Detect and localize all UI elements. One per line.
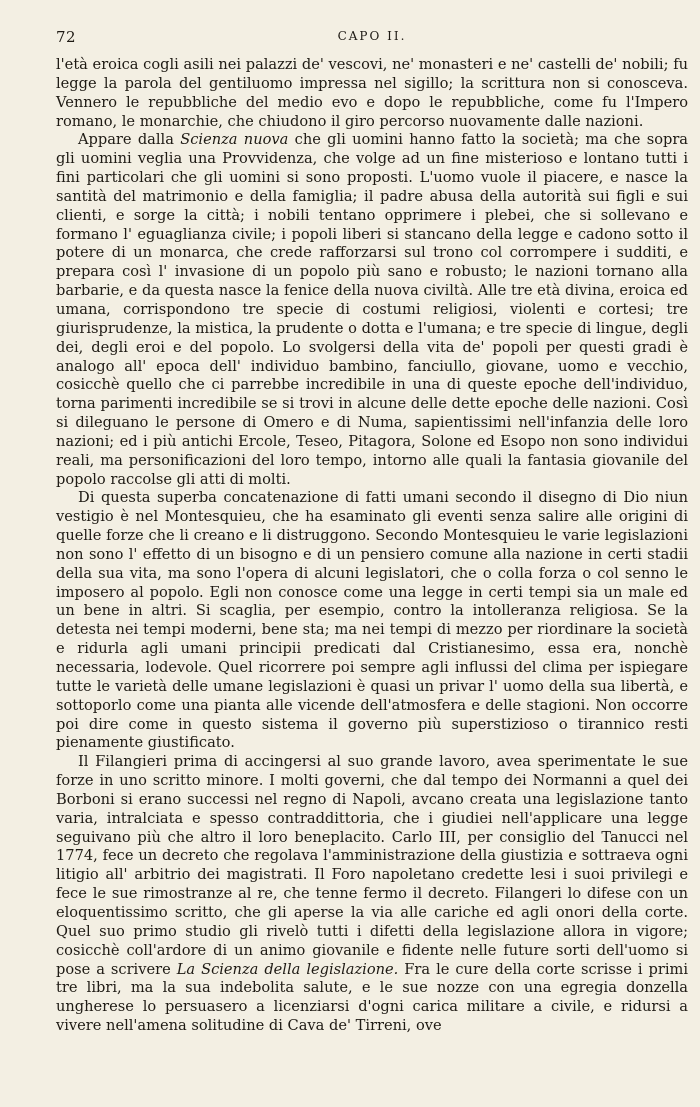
paragraph-text: Appare dalla [78,131,181,149]
italic-title: La Scienza della legislazione. [176,960,399,978]
running-title: CAPO II. [337,29,407,43]
italic-title: Scienza nuova [180,131,289,149]
paragraph-text: Fra le cure della corte scrisse i primi tre libri, ma la sua indebolita salute, e le sue nozze con una egregia donzella ungherese lo persuasero a licenziarsi d'ogni carica militare a civile, e ridursi a vivere nell'amena solitudine di Cava de' Tirreni, ove [56,960,688,1035]
book-page [56,28,688,1036]
paragraph [56,489,688,753]
paragraph [56,131,688,489]
page-number: 72 [56,28,77,46]
paragraph-text: Di questa superba concatenazione di fatti umani secondo il disegno di Dio niun vestigio è nel Montesquieu, che ha esaminato gli eventi senza salire alle origini di quelle forze che li creano e li distruggono. Secondo Montesquieu le varie legislazioni non sono l' effetto di un bisogno e di un pensiero comune alla nazione in certi stadii della sua vita, ma sono l'opera di alcuni legislatori, che o colla forza o col senno le imposero al popolo. Egli non conosce come una legge in certi tempi sia un male ed un bene in altri. Si scaglia, per esempio, contro la intolleranza religiosa. Se la detesta nei tempi moderni, bene sta; ma nei tempi di mezzo per riordinare la società e ridurla agli umani principii predicati dal Cristianesimo, essa era, nonchè necessaria, lodevole. Quel ricorrere poi sempre agli influssi del clima per ispiegare tutte le varietà delle umane legislazioni è quasi un privar l' uomo della sua libertà, e sottoporlo come una pianta alle vicende dell'atmosfera e delle stagioni. Non occorre poi dire come in questo sistema il governo più superstizioso o tirannico resti pienamente giustificato. [56,489,688,752]
paragraph [56,753,688,1036]
paragraph [56,56,688,131]
page-header [56,28,688,56]
paragraph-text: che gli uomini hanno fatto la società; ma che sopra gli uomini veglia una Provvidenza, che volge ad un fine misterioso e lontano tutti i fini particolari che gli uomini si sono proposti. L'uomo vuole il piacere, e nasce la santità del matrimonio e della famiglia; il padre abusa della autorità sui figli e sui clienti, e sorge la città; i nobili tentano opprimere i plebei, che si sollevano e formano l' eguaglianza civile; i popoli liberi si stancano della legge e cadono sotto il potere di un monarca, che crede rafforzarsi sul trono col corrompere i sudditi, e prepara così l' invasione di un popolo più sano e robusto; le nazioni tornano alla barbarie, e da questa nasce la fenice della nuova civiltà. Alle tre età divina, eroica ed umana, corrispondono tre specie di costumi religiosi, violenti e cortesi; tre giurisprudenze, la mistica, la prudente o dotta e l'umana; e tre specie di lingue, degli dei, degli eroi e del popolo. Lo svolgersi della vita de' popoli per questi gradi è analogo all' epoca dell' individuo bambino, fanciullo, giovane, uomo e vecchio, cosicchè quello che ci parrebbe incredibile in una di queste epoche dell'individuo, torna parimenti incredibile se si trovi in alcune delle dette epoche delle nazioni. Così si dileguano le persone di Omero e di Numa, sapientissimi nell'infanzia delle loro nazioni; ed i più antichi Ercole, Teseo, Pitagora, Solone ed Esopo non sono individui reali, ma personificazioni del loro tempo, intorno alle quali la fantasia giovanile del popolo raccolse gli atti di molti. [56,131,689,488]
paragraph-text: l'età eroica cogli asili nei palazzi de' vescovi, ne' monasteri e ne' castelli de' nobili; fu legge la parola del gentiluomo impressa nel sigillo; la scrittura non si conosceva. Vennero le repubbliche del medio evo e dopo le repubbliche, come fu l'Impero romano, le monarchie, che chiudono il giro percorso nuovamente dalle nazioni. [56,56,688,130]
paragraph-text: Il Filangieri prima di accingersi al suo grande lavoro, avea sperimentate le sue forze in uno scritto minore. I molti governi, che dal tempo dei Normanni a quel dei Borboni si erano successi nel regno di Napoli, avcano creata una legislazione tanto varia, intralciata e spesso contraddittoria, che i giudiei nell'applicare una legge seguivano più che altro il loro beneplacito. Carlo III, per consiglio del Tanucci nel 1774, fece un decreto che regolava l'amministrazione della giustizia e sottraeva ogni litigio all' arbitrio dei magistrati. Il Foro napoletano credette lesi i suoi privilegi e fece le sue rimostranze al re, che tenne fermo il decreto. Filangeri lo difese con un eloquentissimo scritto, che gli aperse la via alle cariche ed agli onori della corte. Quel suo primo studio gli rivelò tutti i difetti della legislazione allora in vigore; cosicchè coll'ardore di un animo giovanile e fidente nelle future sorti dell'uomo si pose a scrivere [56,753,688,978]
body-text [56,56,688,1036]
